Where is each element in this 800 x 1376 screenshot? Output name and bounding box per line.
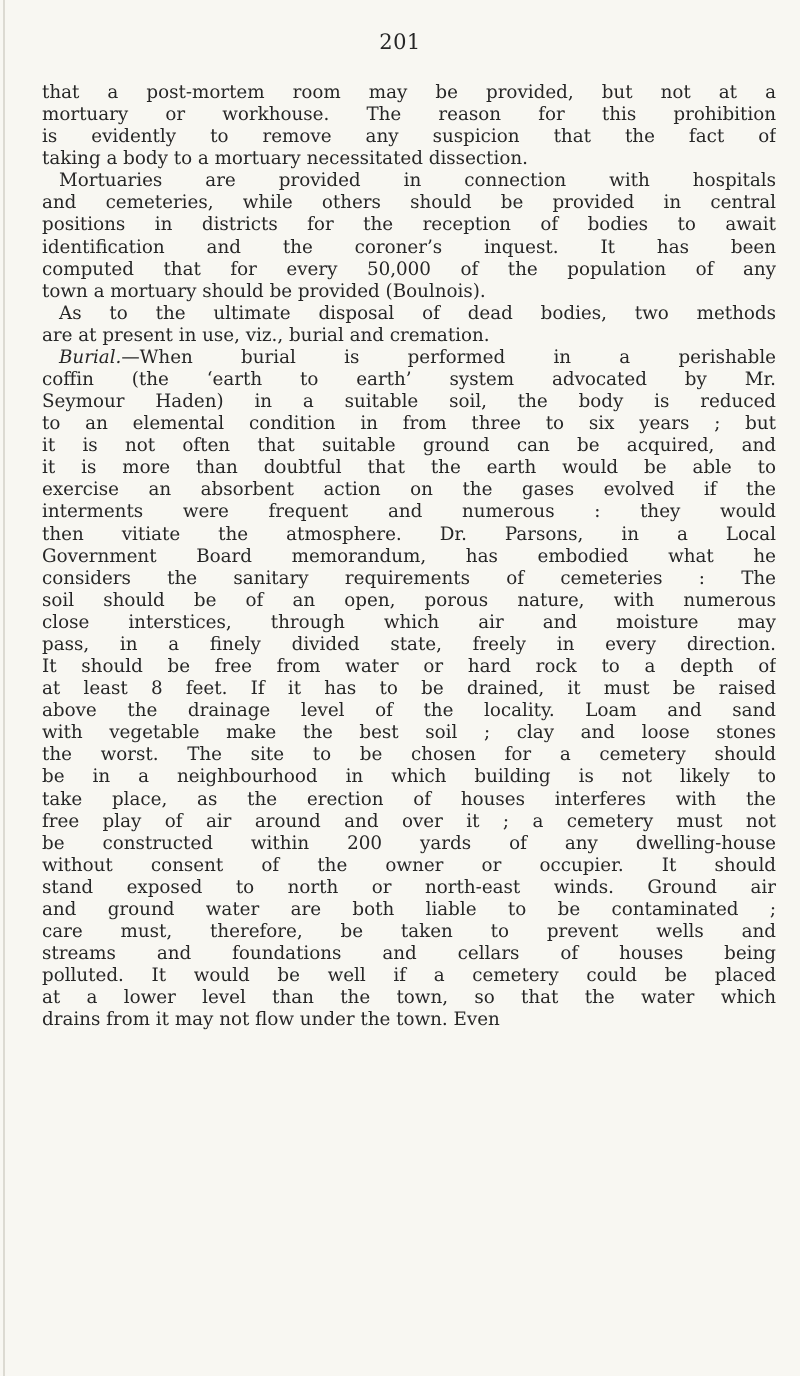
text-line: it is more than doubtful that the earth would be able to bbox=[42, 457, 776, 479]
page-number: 201 bbox=[379, 30, 421, 54]
text-line: stand exposed to north or north-east winds. Ground air bbox=[42, 876, 776, 898]
text-line bbox=[42, 347, 776, 369]
body-text bbox=[42, 82, 776, 1031]
text-line: town a mortuary should be provided (Boulnois). bbox=[42, 280, 486, 302]
text-line: taking a body to a mortuary necessitated dissection. bbox=[42, 148, 528, 170]
text-line: then vitiate the atmosphere. Dr. Parsons, in a Local bbox=[42, 523, 776, 545]
text-line: close interstices, through which air and moisture may bbox=[42, 611, 776, 633]
text-line: Mortuaries are provided in connection with hospitals bbox=[59, 170, 776, 192]
text-line: coffin (the ‘earth to earth’ system advocated by Mr. bbox=[42, 369, 776, 391]
text-line: polluted. It would be well if a cemetery could be placed bbox=[42, 965, 776, 987]
text-line: at least 8 feet. If it has to be drained, it must be raised bbox=[42, 678, 776, 700]
text-line: without consent of the owner or occupier. It should bbox=[42, 854, 776, 876]
text-line: at a lower level than the town, so that the water which bbox=[42, 987, 776, 1009]
text-line: interments were frequent and numerous : they would bbox=[42, 501, 776, 523]
text-line: care must, therefore, be taken to prevent wells and bbox=[42, 920, 776, 942]
text-line: identification and the coroner’s inquest. It has been bbox=[42, 236, 776, 258]
text-line: is evidently to remove any suspicion that the fact of bbox=[42, 126, 776, 148]
text-line: exercise an absorbent action on the gases evolved if the bbox=[42, 479, 776, 501]
text-line: pass, in a finely divided state, freely in every direction. bbox=[42, 633, 776, 655]
text-line: positions in districts for the reception of bodies to await bbox=[42, 214, 776, 236]
text-line: Government Board memorandum, has embodied what he bbox=[42, 545, 776, 567]
text-line: free play of air around and over it ; a cemetery must not bbox=[42, 810, 776, 832]
text-line: above the drainage level of the locality. Loam and sand bbox=[42, 700, 776, 722]
text-line: that a post-mortem room may be provided, but not at a bbox=[42, 82, 776, 103]
text-line: Seymour Haden) in a suitable soil, the body is reduced bbox=[42, 391, 776, 413]
text-line: computed that for every 50,000 of the population of any bbox=[42, 258, 776, 280]
text-line: mortuary or workhouse. The reason for this prohibition bbox=[42, 104, 776, 126]
text-line: the worst. The site to be chosen for a cemetery should bbox=[42, 744, 776, 766]
text-run: —When burial is performed in a perishable bbox=[121, 346, 776, 368]
text-line: considers the sanitary requirements of cemeteries : The bbox=[42, 567, 776, 589]
text-line: It should be free from water or hard rock to a depth of bbox=[42, 656, 776, 678]
text-line: drains from it may not flow under the town. Even bbox=[42, 1009, 500, 1031]
text-line: take place, as the erection of houses interferes with the bbox=[42, 788, 776, 810]
text-line: streams and foundations and cellars of houses being bbox=[42, 943, 776, 965]
text-line: and ground water are both liable to be contaminated ; bbox=[42, 898, 776, 920]
section-heading: Burial. bbox=[59, 346, 122, 368]
text-line: it is not often that suitable ground can be acquired, and bbox=[42, 435, 776, 457]
text-line: soil should be of an open, porous nature, with numerous bbox=[42, 589, 776, 611]
text-line: be in a neighbourhood in which building is not likely to bbox=[42, 766, 776, 788]
text-line: with vegetable make the best soil ; clay and loose stones bbox=[42, 722, 776, 744]
text-line: be constructed within 200 yards of any dwelling-house bbox=[42, 832, 776, 854]
text-line: are at present in use, viz., burial and cremation. bbox=[42, 324, 490, 346]
text-line: and cemeteries, while others should be provided in central bbox=[42, 192, 776, 214]
text-line: As to the ultimate disposal of dead bodies, two methods bbox=[59, 302, 776, 324]
page-edge bbox=[3, 0, 5, 1376]
text-line: to an elemental condition in from three to six years ; but bbox=[42, 413, 776, 435]
